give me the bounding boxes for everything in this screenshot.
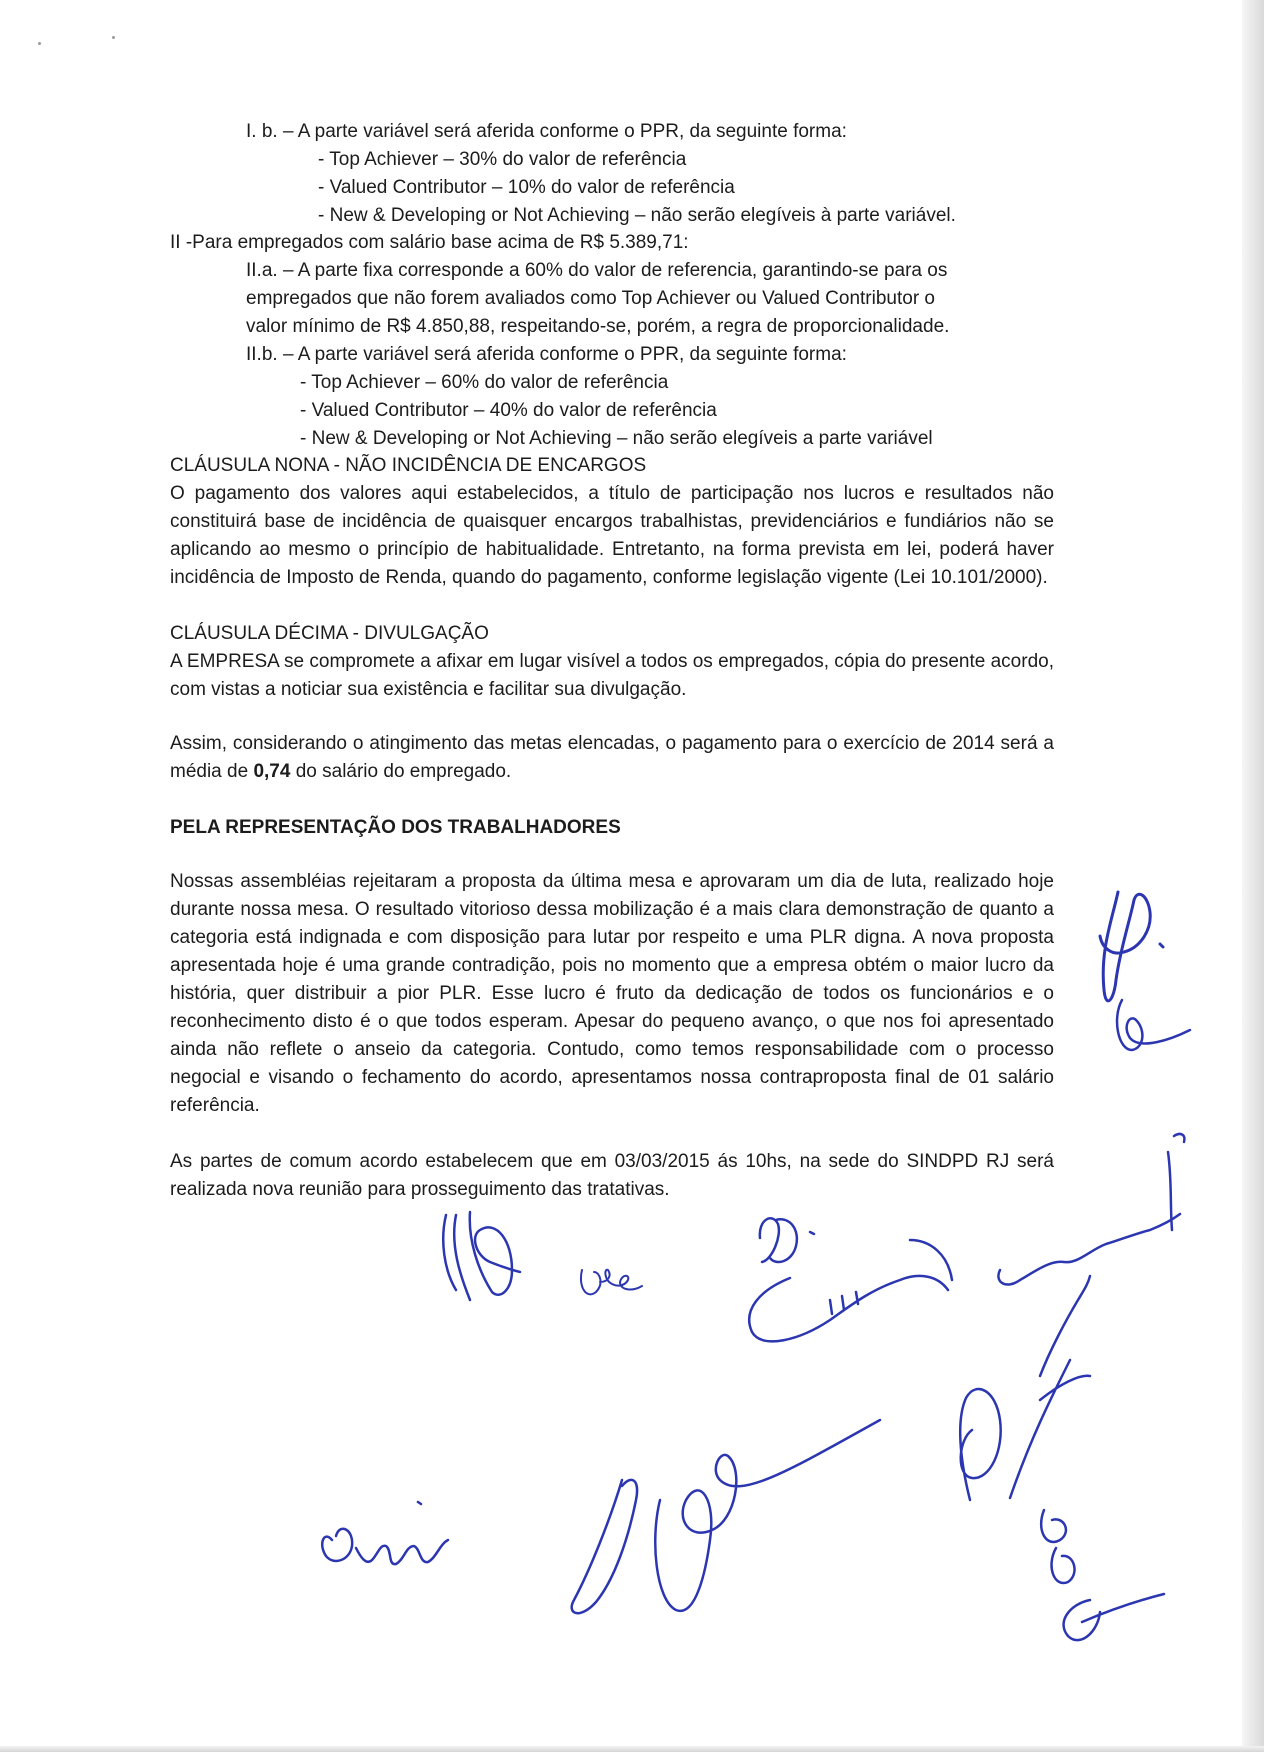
signature-5 <box>960 1276 1164 1640</box>
item-2b-new-developing: - New & Developing or Not Achieving – não serão elegíveis a parte variável <box>300 428 933 449</box>
signature-margin-top <box>1100 892 1190 1050</box>
signature-3 <box>749 1218 952 1341</box>
signature-4 <box>998 1134 1184 1285</box>
conclusion-average-value: 0,74 <box>253 761 291 782</box>
item-1b-top-achiever: - Top Achiever – 30% do valor de referência <box>318 149 687 170</box>
item-1b-new-developing: - New & Developing or Not Achieving – não serão elegíveis à parte variável. <box>318 205 956 226</box>
conclusion-text-before: Assim, considerando o atingimento das metas elencadas, o pagamento para o exercício de 2014 será a média de <box>170 733 1054 782</box>
next-meeting-body: As partes de comum acordo estabelecem que em 03/03/2015 ás 10hs, na sede do SINDPD RJ será realizada nova reunião para prosseguimento das tratativas. <box>170 1151 1054 1200</box>
workers-heading: PELA REPRESENTAÇÃO DOS TRABALHADORES <box>170 817 621 838</box>
conclusion-text-after: do salário do empregado. <box>290 761 512 782</box>
item-2b: II.b. – A parte variável será aferida conforme o PPR, da seguinte forma: <box>246 344 847 365</box>
item-1b-valued-contributor: - Valued Contributor – 10% do valor de referência <box>318 177 735 198</box>
item-2b-valued-contributor: - Valued Contributor – 40% do valor de referência <box>300 400 717 421</box>
signature-6 <box>322 1502 448 1564</box>
item-2a-line-2: empregados que não forem avaliados como Top Achiever ou Valued Contributor o <box>246 288 936 309</box>
item-2: II -Para empregados com salário base acima de R$ 5.389,71: <box>170 232 689 253</box>
signature-1 <box>443 1212 520 1300</box>
signature-2 <box>581 1270 642 1295</box>
item-1b: I. b. – A parte variável será aferida conforme o PPR, da seguinte forma: <box>246 121 847 142</box>
clause-10-title: CLÁUSULA DÉCIMA - DIVULGAÇÃO <box>170 623 489 644</box>
clause-10-body: A EMPRESA se compromete a afixar em lugar visível a todos os empregados, cópia do presente acordo, com vistas a noticiar sua existência e facilitar sua divulgação. <box>170 651 1054 700</box>
item-2a-line-1: II.a. – A parte fixa corresponde a 60% do valor de referencia, garantindo-se para os <box>246 260 948 281</box>
clause-9-body: O pagamento dos valores aqui estabelecidos, a título de participação nos lucros e resultados não constituirá base de incidência de quaisquer encargos trabalhistas, previdenciários e fundiários não se aplicando ao mesmo o princípio de habitualidade. Entretanto, na forma prevista em lei, poderá haver incidência de Imposto de Renda, quando do pagamento, conforme legislação vigente (Lei 10.101/2000). <box>170 483 1054 588</box>
clause-9-title: CLÁUSULA NONA - NÃO INCIDÊNCIA DE ENCARGOS <box>170 455 647 476</box>
item-2a-line-3: valor mínimo de R$ 4.850,88, respeitando-se, porém, a regra de proporcionalidade. <box>246 316 950 337</box>
item-2b-top-achiever: - Top Achiever – 60% do valor de referência <box>300 372 669 393</box>
workers-body: Nossas assembléias rejeitaram a proposta da última mesa e aprovaram um dia de luta, realizado hoje durante nossa mesa. O resultado vitorioso dessa mobilização é a mais clara demonstração de quanto a categoria está indignada e com disposição para lutar por respeito e uma PLR digna. A nova proposta apresentada hoje é uma grande contradição, pois no momento que a empresa obtém o maior lucro da história, quer distribuir a pior PLR. Esse lucro é fruto da dedicação de todos os funcionários e o reconhecimento disto é o que todos esperam. Apesar do pequeno avanço, o que nos foi apresentado ainda não reflete o anseio da categoria. Contudo, como temos responsabilidade com o processo negocial e visando o fechamento do acordo, apresentamos nossa contraproposta final de 01 salário referência. <box>170 871 1054 1116</box>
signature-7 <box>572 1420 880 1613</box>
